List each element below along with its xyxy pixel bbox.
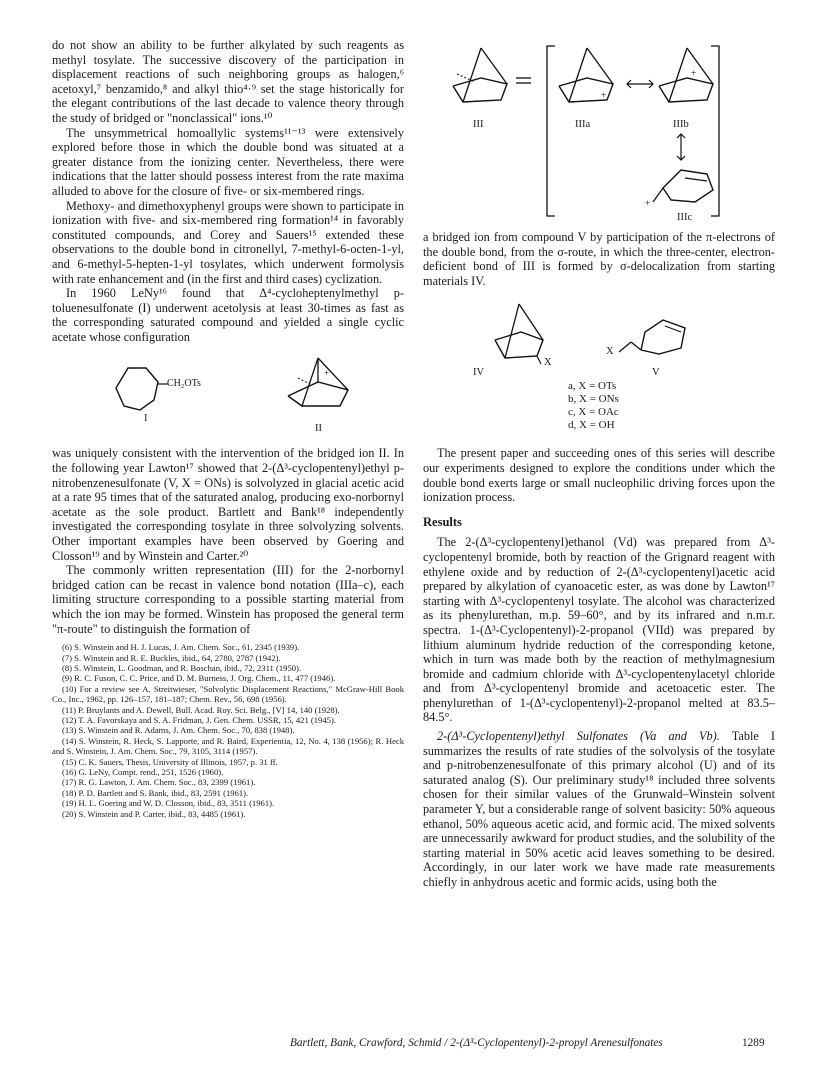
structure-I-ring (110, 362, 170, 418)
reference: (12) T. A. Favorskaya and S. A. Fridman, J. Gen. Chem. USSR, 15, 421 (1945). (62, 715, 336, 726)
structure-I-label: I (144, 413, 148, 425)
svg-text:+: + (691, 68, 697, 78)
reference: (9) R. C. Fuson, C. C. Price, and D. M. Burness, J. Org. Chem., 11, 477 (1946). (62, 673, 336, 684)
label-V-X: X (606, 346, 614, 358)
reference: (17) R. G. Lawton, J. Am. Chem. Soc., 83, 2399 (1961). (62, 777, 256, 788)
structure-II-label: II (315, 423, 322, 435)
paragraph: was uniquely consistent with the intervention of the bridged ion II. In the following year Lawton¹⁷ showed that 2-(Δ³-cyclopentenyl)ethyl p-nitrobenzenesulfonate (V, X = ONs) is solvolyzed in glacial acetic acid at a rate 95 times that of the saturated analog, producing exo-norbornyl acetate as the sole product. Bartlett and Bank¹⁸ independently investigated the corresponding tosylate in three solvolyzing solvents. Other important examples have been observed by Goering and Closson¹⁹ and by Winstein and Carter.²⁰ (52, 446, 404, 563)
paragraph: a bridged ion from compound V by participation of the π-electrons of the double bond, from the σ-route, in which the three-center, electron-deficient bond of III is formed by σ-delocalization from starting materials IV. (423, 230, 775, 288)
paragraph: The unsymmetrical homoallylic systems¹¹⁻¹³ were extensively explored before those in which the double bond was situated at a greater distance from the ionizing center. Nevertheless, there were indications that the latter should possess interest from the rate maxima alluded to above for the closure of five- or six-membered rings. (52, 125, 404, 198)
label-IIIb: IIIb (673, 119, 689, 130)
left-column (52, 38, 404, 819)
substituent-item: b, X = ONs (568, 393, 619, 406)
scheme-III-resonance (423, 38, 775, 230)
structure-I-substituent: CH₂OTs (167, 378, 201, 390)
reference: (11) P. Bruylants and A. Dewell, Bull. Acad. Roy. Sci. Belg., [V] 14, 140 (1928). (62, 704, 340, 715)
right-column (423, 38, 775, 890)
paragraph: The commonly written representation (III) for the 2-norbornyl bridged cation can be recast in valence bond notation (IIIa–c), each limiting structure corresponding to a possible starting material from which the ion may be formed. Winstein has proposed the general term "π-route" to distinguish the formation of (52, 563, 404, 636)
label-IIIa: IIIa (575, 119, 591, 130)
page-number: 1289 (742, 1037, 765, 1049)
substituent-list (568, 380, 775, 432)
substituent-item: c, X = OAc (568, 406, 619, 419)
reference: (16) G. LeNy, Compt. rend., 251, 1526 (1960). (62, 767, 224, 778)
substituent-item: d, X = OH (568, 419, 615, 432)
structures-IV-V (423, 298, 775, 380)
paragraph: The present paper and succeeding ones of this series will describe our experiments designed to explore the conditions under which the double bond exerts large or small nucleophilic driving forces upon the ionization process. (423, 446, 775, 505)
reference: (7) S. Winstein and R. E. Buckles, ibid., 64, 2780, 2787 (1942). (62, 652, 281, 663)
label-V: V (652, 367, 660, 379)
paragraph (423, 729, 775, 890)
reference: (13) S. Winstein and R. Adams, J. Am. Chem. Soc., 70, 838 (1948). (62, 725, 295, 736)
paragraph: In 1960 LeNy¹⁶ found that Δ⁴-cycloheptenylmethyl p-toluenesulfonate (I) underwent acetolysis at least 30-times as fast as the corresponding saturated compound and yielded a single cyclic acetate whose configuration (52, 286, 404, 344)
label-IV: IV (473, 367, 485, 379)
reference: (19) H. L. Goering and W. D. Closson, ibid., 83, 3511 (1961). (62, 798, 275, 809)
svg-text:+: + (601, 90, 607, 100)
reference: (10) For a review see A. Streitwieser, "Solvolytic Displacement Reactions," McGraw-Hill Book Co., Inc., 1962, pp. 126–157, 181–187; Chem. Rev., 56, 698 (1956). (52, 683, 404, 705)
paragraph: Methoxy- and dimethoxyphenyl groups were shown to participate in ionization with five- and six-membered ring formation¹⁴ in favorably constituted compounds, and Corey and Sauers¹⁵ extended these observations to the double bond in citronellyl, 7-methyl-6-octen-1-yl, and 6-methyl-5-hepten-1-yl tosylates, which underwent formolysis with rate enhancement and (in the first and third cases) cyclization. (52, 198, 404, 286)
subsection-title: 2-(Δ³-Cyclopentenyl)ethyl Sulfonates (Va and Vb). (437, 729, 720, 744)
reference: (18) P. D. Bartlett and S. Bank, ibid., 83, 2591 (1961). (62, 787, 249, 798)
paragraph-text: Table I summarizes the results of rate studies of the solvolysis of the tosylate and p-nitrobenzenesulfonate of this primary alcohol (U) and of its saturated analog (S). Our preliminary study¹⁸ included three solvents chosen for their similar values of the Grunwald–Winstein solvent parameter Y, but a considerable range of solvent basicity: 50% aqueous ethanol, 50% aqueous acetic acid, and formic acid. The mixed solvents are unnecessarily awkward for product studies, and the solubility of the starting material in 50% acetic acid leaves something to be desired. Accordingly, in our later work we have made rate measurements chiefly in anhydrous acetic and formic acids, using both the (423, 729, 775, 889)
reference: (15) C. K. Sauers, Thesis, University of Illinois, 1957, p. 31 ff. (62, 756, 278, 767)
structures-I-II (52, 354, 404, 442)
reference: (14) S. Winstein, R. Heck, S. Lapporte, and R. Baird, Experientia, 12, No. 4, 138 (1956); R. Heck and S. Winstein, J. Am. Chem. Soc., 79, 3105, 3114 (1957). (52, 735, 404, 757)
reference: (20) S. Winstein and P. Carter, ibid., 83, 4485 (1961). (62, 808, 246, 819)
label-IIIc: IIIc (677, 212, 693, 223)
running-footer: Bartlett, Bank, Crawford, Schmid / 2-(Δ³-Cyclopentenyl)-2-propyl Arenesulfonates (290, 1037, 663, 1049)
paragraph: do not show an ability to be further alkylated by such reagents as methyl tosylate. The successive discovery of the participation in displacement reactions of such neighboring groups as halogen,⁶ acetoxyl,⁷ benzamido,⁸ and alkyl thio⁴·⁹ set the stage historically for the elegant contributions of the last decade to valence theory through the study of bridged or "nonclassical" ions.¹⁰ (52, 38, 404, 125)
reference: (6) S. Winstein and H. J. Lucas, J. Am. Chem. Soc., 61, 2345 (1939). (62, 642, 300, 653)
paragraph: The 2-(Δ³-cyclopentenyl)ethanol (Vd) was prepared from Δ³-cyclopentenyl bromide, both by reaction of the Grignard reagent with ethylene oxide and by reduction of 2-(Δ³-cyclopentenyl)acetic acid prepared by alkylation of cyanoacetic ester, as was done by Lawton¹⁷ starting with Δ³-cyclopentenyl tosylate. The alcohol was characterized as its phenylurethan, m.p. 59–60°, and by its infrared and n.m.r. spectra. 1-(Δ³-Cyclopentenyl)-2-propanol (VIId) was prepared by lithium aluminum hydride reduction of the corresponding ketone, which in turn was made both by the reaction of methylmagnesium bromide and cadmium chloride with Δ³-cyclopentenylacetyl chloride and from Δ³-cyclopentenyl bromide and acetoacetic ester. The phenylurethan of 1-(Δ³-cyclopentenyl)-2-propanol melted at 83.5–84.5°. (423, 535, 775, 725)
section-heading: Results (423, 514, 462, 529)
structure-II (280, 354, 360, 414)
reference: (8) S. Winstein, L. Goodman, and R. Boschan, ibid., 72, 2311 (1950). (62, 663, 302, 673)
svg-text:+: + (324, 368, 330, 379)
label-IV-X: X (544, 357, 552, 369)
resonance-structures (423, 38, 775, 230)
label-III: III (473, 119, 484, 130)
references (52, 642, 404, 819)
svg-text:+: + (645, 198, 651, 208)
substituent-item: a, X = OTs (568, 380, 617, 393)
